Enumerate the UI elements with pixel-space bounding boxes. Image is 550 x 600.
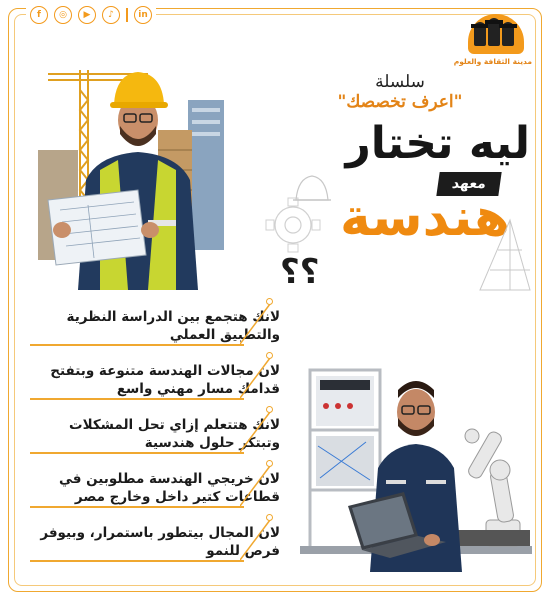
connector-1-angle (240, 298, 280, 346)
reason-item-1: لانك هتجمع بين الدراسة النظرية والتطبيق العملي (66, 309, 280, 344)
youtube-icon[interactable] (78, 6, 96, 24)
mechatronics-engineer-image (300, 350, 532, 572)
connector-dot-1 (266, 298, 273, 305)
question-marks: ؟؟ (280, 252, 320, 292)
social-separator (126, 8, 128, 22)
reason-item-4: لان خريجي الهندسة مطلوبين في قطاعات كتير داخل وخارج مصر (58, 471, 280, 506)
facebook-icon[interactable] (30, 6, 48, 24)
reason-item-3: لانك هتتعلم إزاي تحل المشكلات وتبتكر حلول هندسية (69, 417, 280, 452)
linkedin-icon[interactable] (134, 6, 152, 24)
linkedin-glyph: in (138, 10, 148, 20)
brand-logo (453, 14, 532, 76)
series-label: سلسلة (375, 72, 425, 92)
instagram-icon[interactable] (54, 6, 72, 24)
connector-dot-2 (266, 352, 273, 359)
connector-3-angle (240, 406, 280, 454)
facebook-glyph: f (37, 10, 41, 20)
connector-dot-5 (266, 514, 273, 521)
connector-dot-4 (266, 460, 273, 467)
tiktok-glyph: ♪ (108, 10, 114, 20)
reason-item-2: لان مجالات الهندسة متنوعة وبتفتح قدامك مسار مهني واسع (50, 363, 280, 398)
social-bar (26, 6, 156, 24)
logo-emblem (468, 14, 524, 54)
connector-dot-3 (266, 406, 273, 413)
connector-5-angle (240, 514, 280, 562)
blueprint-sketch-icon (470, 200, 536, 300)
connector-4 (30, 506, 244, 508)
logo-name: مدينة الثقافة والعلوم (453, 57, 532, 66)
connector-5 (30, 560, 244, 562)
connector-2-angle (240, 352, 280, 400)
headline: ليه تختار (345, 118, 530, 169)
hard-hat-sketch-icon (292, 172, 332, 206)
field-name: هندسة (340, 188, 510, 248)
reason-item-5: لان المجال بيتطور باستمرار، وبيوفر فرص للنمو (40, 525, 280, 560)
tiktok-icon[interactable] (102, 6, 120, 24)
connector-1 (30, 344, 244, 346)
youtube-glyph: ▶ (83, 10, 91, 20)
institute-badge: معهد (436, 172, 501, 196)
instagram-glyph: ◎ (59, 10, 67, 20)
connector-4-angle (240, 460, 280, 508)
connector-3 (30, 452, 244, 454)
series-name: "اعرف تخصصك" (337, 92, 463, 112)
graduates-icon (474, 22, 514, 46)
connector-2 (30, 398, 244, 400)
construction-engineer-image (28, 60, 238, 290)
